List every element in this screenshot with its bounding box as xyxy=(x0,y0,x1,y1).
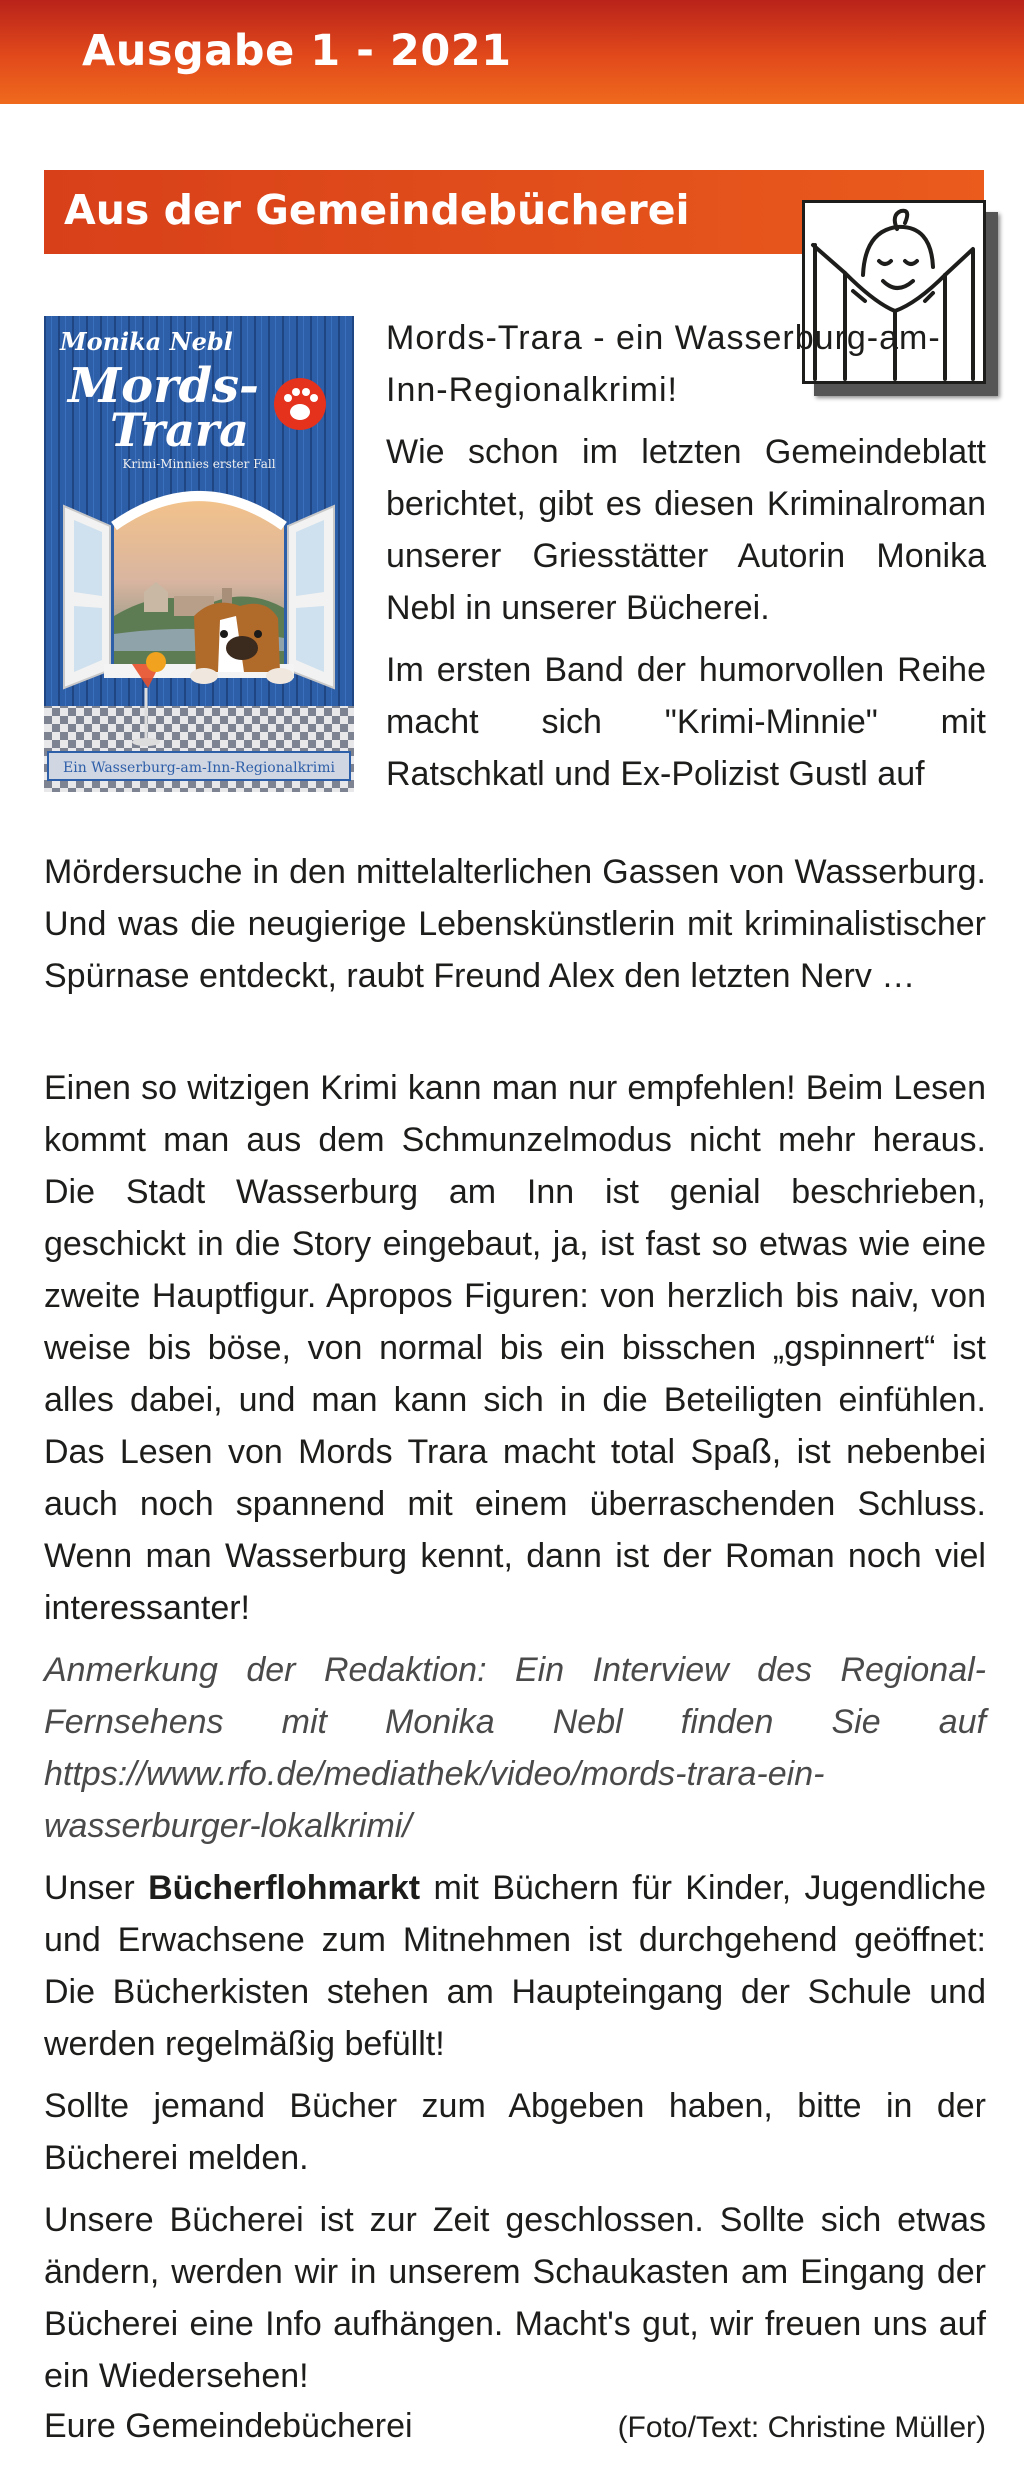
article-footer xyxy=(44,2400,986,2456)
series-paragraph-start: Im ersten Band der humorvollen Reihe macht sich "Krimi-Minnie" mit Ratschkatl und Ex-Polizist Gustl auf xyxy=(386,651,986,793)
article-intro xyxy=(386,312,986,810)
svg-text:Krimi-Minnies erster Fall: Krimi-Minnies erster Fall xyxy=(122,457,276,471)
photo-credit: (Foto/Text: Christine Müller) xyxy=(617,2411,986,2444)
article-flow xyxy=(44,1062,986,2412)
book-cover xyxy=(44,316,354,792)
closure-paragraph: Unsere Bücherei ist zur Zeit geschlossen. Sollte sich etwas ändern, werden wir in unserem Schaukasten am Eingang der Bücherei eine Info aufhängen. Macht's gut, wir freuen uns auf ein Wiedersehen! xyxy=(44,2201,986,2395)
intro-paragraph: Wie schon im letzten Gemeindeblatt berichtet, gibt es diesen Kriminalroman unserer Griesstätter Autorin Monika Nebl in unserer Bücherei. xyxy=(386,433,986,627)
flohmarkt-paragraph xyxy=(44,1862,986,2070)
review-paragraph: Einen so witzigen Krimi kann man nur empfehlen! Beim Lesen kommt man aus dem Schmunzelmodus nicht mehr heraus. Die Stadt Wasserburg am Inn ist genial beschrieben, geschickt in die Story eingebaut, ja, ist fast so etwas wie eine zweite Hauptfigur. Apropos Figuren: von herzlich bis naiv, von weise bis böse, von normal bis ein bisschen „gspinnert“ ist alles dabei, und man kann sich in die Beteiligten einfühlen. Das Lesen von Mords Trara macht total Spaß, ist nebenbei auch noch spannend mit einem überraschenden Schluss. Wenn man Wasserburg kennt, dann ist der Roman noch viel interessanter! xyxy=(44,1069,986,1627)
issue-title: Ausgabe 1 - 2021 xyxy=(82,26,512,76)
svg-text:Mords-: Mords- xyxy=(68,358,259,414)
book-headline: Mords-Trara - ein Wasserburg-am-Inn-Regionalkrimi! xyxy=(386,319,941,409)
flohmarkt-text: mit Büchern für Kinder, Jugendliche und Erwachsene zum Mitnehmen ist durchgehend geöffnet: Die Bücherkisten stehen am Haupteingang der Schule und werden regelmäßig befüllt! xyxy=(44,1869,986,2063)
donation-paragraph: Sollte jemand Bücher zum Abgeben haben, bitte in der Bücherei melden. xyxy=(44,2087,986,2177)
svg-text:Trara: Trara xyxy=(110,403,249,457)
flohmarkt-term: Bücherflohmarkt xyxy=(148,1869,421,1907)
issue-header-bar xyxy=(0,0,1024,104)
svg-text:Monika Nebl: Monika Nebl xyxy=(60,327,233,356)
series-paragraph-continued: Mördersuche in den mittelalterlichen Gassen von Wasserburg. Und was die neugierige Lebenskünstlerin mit kriminalistischer Spürnase entdeckt, raubt Freund Alex den letzten Nerv … xyxy=(44,853,986,995)
book-cover-illustration xyxy=(44,316,354,792)
flohmarkt-lead: Unser xyxy=(44,1869,149,1907)
editor-note: Anmerkung der Redaktion: Ein Interview des Regional-Fernsehens mit Monika Nebl finden Sie auf https://www.rfo.de/mediathek/video/mords-trara-ein-wasserburger-lokalkrimi/ xyxy=(44,1651,986,1845)
signature: Eure Gemeindebücherei xyxy=(44,2407,413,2445)
section-title: Aus der Gemeindebücherei xyxy=(64,186,690,234)
article-body xyxy=(44,846,986,1012)
svg-text:Ein Wasserburg-am-Inn-Regional: Ein Wasserburg-am-Inn-Regionalkrimi xyxy=(63,760,335,776)
